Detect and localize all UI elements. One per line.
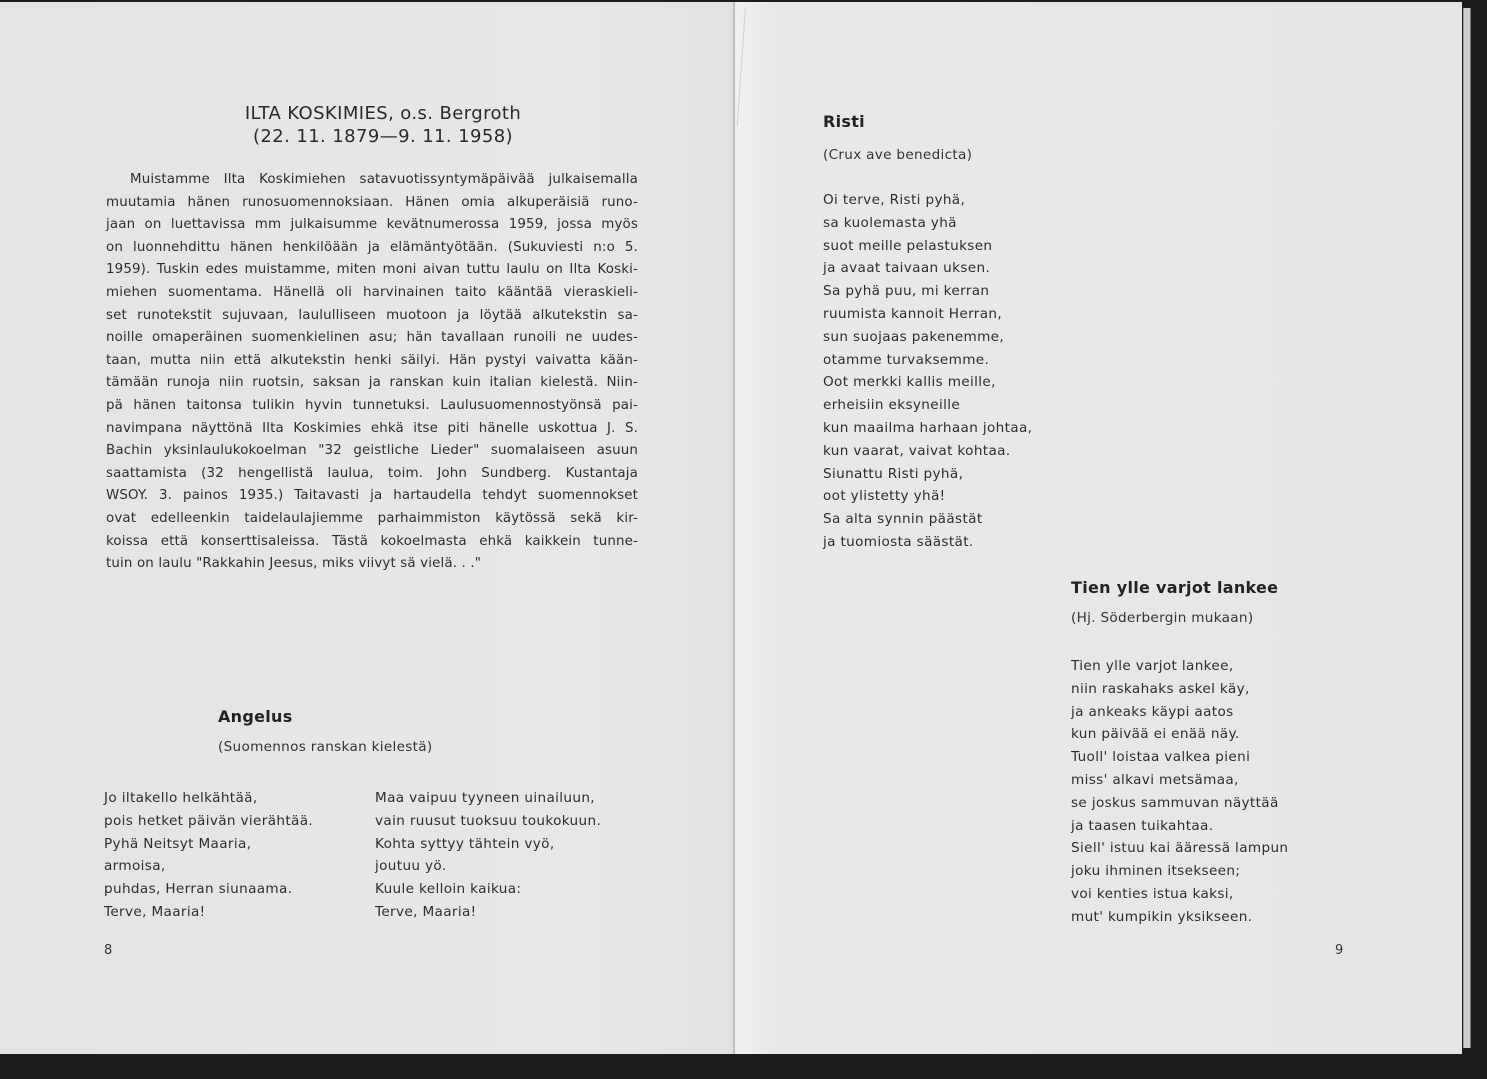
paragraph-line: ovat edelleenkin taidelaulajiemme parhaimmiston käytössä sekä kir-: [106, 510, 638, 526]
angelus-column-2: [375, 787, 601, 924]
paragraph-line: taan, mutta niin että alkutekstin henki säilyi. Hän pystyi vaivatta kään-: [106, 352, 638, 368]
paragraph-line: saattamista (32 hengellistä laulua, toim. John Sundberg. Kustantaja: [106, 465, 638, 481]
page-number-right: 9: [1335, 943, 1344, 958]
verse-line: Kohta syttyy tähtein vyö,: [375, 835, 555, 852]
paragraph-line: jaan on luettavissa mm julkaisumme kevätnumerossa 1959, jossa myös: [106, 217, 638, 233]
verse-line: kun vaarat, vaivat kohtaa.: [823, 442, 1011, 459]
verse-line: sa kuolemasta yhä: [823, 214, 957, 231]
verse-line: Jo iltakello helkähtää,: [104, 790, 258, 806]
verse-line: kun maailma harhaan johtaa,: [823, 419, 1033, 436]
page-number-left: 8: [104, 943, 113, 958]
verse-line: voi kenties istua kaksi,: [1071, 885, 1234, 902]
verse-line: mut' kumpikin yksikseen.: [1071, 908, 1253, 925]
verse-line: Terve, Maaria!: [104, 903, 206, 920]
verse-line: vain ruusut tuoksuu toukokuun.: [375, 812, 602, 829]
paragraph-line: Muistamme Ilta Koskimiehen satavuotissyntymäpäivää julkaisemalla: [130, 172, 638, 187]
verse-line: se joskus sammuvan näyttää: [1071, 794, 1279, 811]
verse-line: Siell' istuu kai ääressä lampun: [1071, 840, 1289, 857]
verse-line: Siunattu Risti pyhä,: [823, 465, 964, 482]
tien-ylle-verses: [1071, 655, 1288, 929]
verse-line: ja ankeaks käypi aatos: [1071, 703, 1234, 720]
paragraph-line: muutamia hänen runosuomennoksiaan. Hänen omia alkuperäisiä runo-: [106, 194, 638, 210]
verse-line: niin raskahaks askel käy,: [1071, 680, 1250, 697]
verse-line: puhdas, Herran siunaama.: [104, 881, 293, 898]
paragraph-line: Bachin yksinlaulukokoelman "32 geistliche Lieder" suomalaiseen asuun: [106, 443, 638, 459]
right-page: [734, 2, 1462, 1054]
left-page: [0, 2, 734, 1054]
book-spread: [0, 2, 1462, 1054]
verse-line: erheisiin eksyneille: [823, 397, 961, 414]
verse-line: ja tuomiosta säästät.: [823, 533, 974, 550]
poem-title-angelus: Angelus: [218, 707, 293, 726]
poem-subtitle-risti: (Crux ave benedicta): [823, 147, 973, 163]
verse-line: Terve, Maaria!: [375, 903, 477, 920]
verse-line: pois hetket päivän vierähtää.: [104, 812, 314, 829]
verse-line: oot ylistetty yhä!: [823, 488, 946, 505]
verse-line: Maa vaipuu tyyneen uinailuun,: [375, 790, 595, 806]
poem-subtitle-tien-ylle: (Hj. Söderbergin mukaan): [1071, 610, 1254, 626]
verse-line: joku ihminen itsekseen;: [1071, 863, 1241, 880]
paragraph-line: pä hänen taitonsa tulikin hyvin tunnetuksi. Laulusuomennostyönsä pai-: [106, 397, 638, 413]
verse-line: kun päivää ei enää näy.: [1071, 726, 1240, 743]
verse-line: miss' alkavi metsämaa,: [1071, 771, 1239, 788]
paragraph-line: on luonnehdittu hänen henkilöään ja elämäntyötään. (Sukuviesti n:o 5.: [106, 239, 638, 255]
verse-line: ja taasen tuikahtaa.: [1071, 817, 1214, 834]
paragraph-line: tuin on laulu "Rakkahin Jeesus, miks viivyt sä vielä. . .": [106, 556, 482, 572]
verse-line: sun suojaas pakenemme,: [823, 328, 1005, 345]
article-dates: (22. 11. 1879—9. 11. 1958): [252, 126, 513, 147]
verse-line: armoisa,: [104, 858, 166, 875]
verse-line: Tien ylle varjot lankee,: [1071, 658, 1234, 674]
verse-line: suot meille pelastuksen: [823, 237, 993, 254]
book-gutter: [733, 2, 735, 1054]
verse-line: Oi terve, Risti pyhä,: [823, 192, 966, 208]
paragraph-line: navimpana näyttönä Ilta Koskimies ehkä itse piti hänelle uskottua J. S.: [106, 420, 638, 436]
angelus-column-1: [104, 787, 313, 924]
poem-subtitle-angelus: (Suomennos ranskan kielestä): [218, 739, 433, 755]
paragraph-line: noille omaperäinen suomenkielinen asu; hän tavallaan runoili ne uudes-: [106, 330, 638, 346]
page-edge: [1463, 8, 1471, 1048]
paragraph-line: tämään runoja niin ruotsin, saksan ja ranskan kuin italian kielestä. Niin-: [106, 375, 638, 391]
poem-title-tien-ylle: Tien ylle varjot lankee: [1071, 578, 1279, 597]
poem-title-risti: Risti: [823, 112, 865, 131]
paragraph-line: WSOY. 3. painos 1935.) Taitavasti ja hartaudella tehdyt suomennokset: [106, 488, 638, 504]
verse-line: Sa pyhä puu, mi kerran: [823, 283, 990, 300]
verse-line: Kuule kelloin kaikua:: [375, 881, 522, 898]
article-title: ILTA KOSKIMIES, o.s. Bergroth: [244, 103, 522, 124]
verse-line: Pyhä Neitsyt Maaria,: [104, 835, 252, 852]
verse-line: Sa alta synnin päästät: [823, 511, 983, 528]
paragraph-line: miehen suomentama. Hänellä oli harvinainen taito kääntää vieraskieli-: [106, 284, 638, 300]
risti-verses: [823, 189, 1032, 554]
paragraph-line: set runotekstit sujuvaan, laululliseen muotoon ja löytää alkutekstin sa-: [106, 307, 638, 323]
verse-line: Tuoll' loistaa valkea pieni: [1071, 749, 1251, 766]
verse-line: ja avaat taivaan uksen.: [823, 260, 991, 277]
paragraph-line: 1959). Tuskin edes muistamme, miten moni aivan tuttu laulu on Ilta Koski-: [106, 262, 638, 278]
verse-line: Oot merkki kallis meille,: [823, 374, 996, 391]
article-paragraph: [106, 169, 638, 576]
verse-line: joutuu yö.: [375, 858, 447, 875]
verse-line: ruumista kannoit Herran,: [823, 305, 1003, 322]
verse-line: otamme turvaksemme.: [823, 351, 990, 368]
paragraph-line: koissa että konserttisaleissa. Tästä kokoelmasta ehkä kaikkein tunne-: [106, 533, 638, 549]
